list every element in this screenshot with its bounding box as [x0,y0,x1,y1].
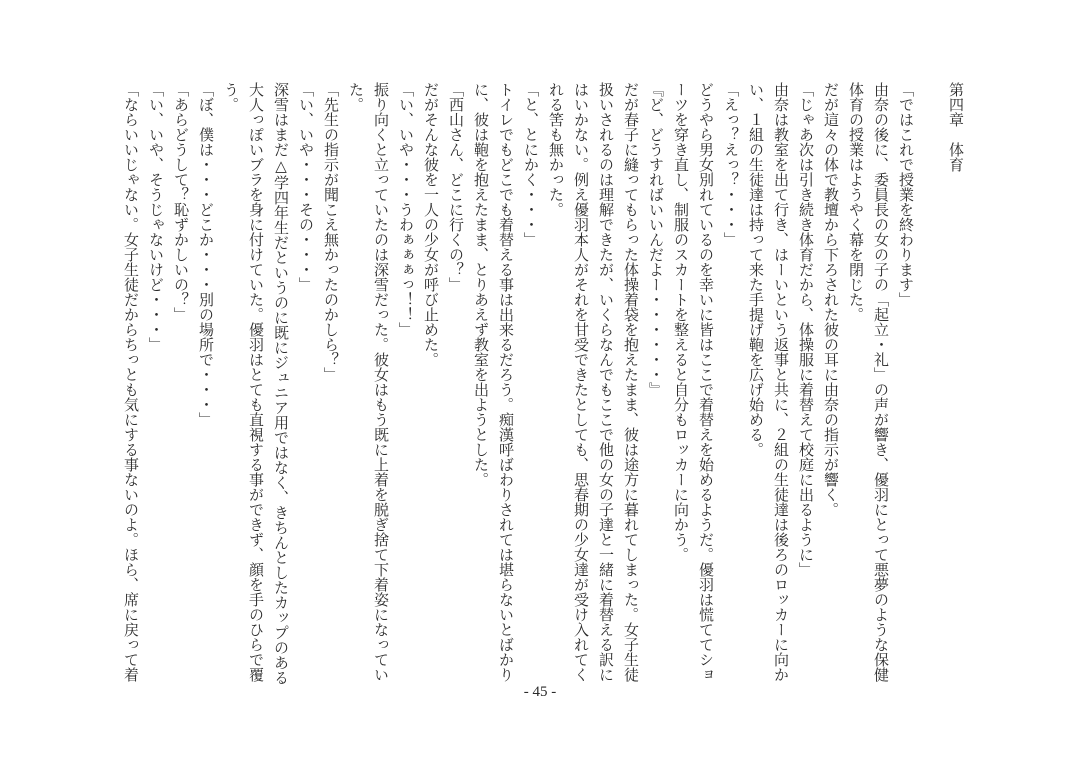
text-line: トイレでもどこでも着替える事は出来るだろう。痴漢呼ばわりされては堪らないとばかり [497,82,515,682]
text-line: 扱いされるのは理解できたが、いくらなんでもここで他の女の子達と一緒に着替える訳に [597,82,615,682]
text-line: どうやら男女別れているのを幸いに皆はここで着替えを始めるようだ。優羽は慌ててショ [697,82,715,682]
text-line: 体育の授業はようやく幕を閉じた。 [847,82,865,322]
text-line: 「い、いや・・・その・・・」 [297,82,315,292]
text-line: 「ならいいじゃない。女子生徒だからちっとも気にする事ないのよ。ほら、席に戻って着 [122,82,140,682]
text-line: 「えっ？えっ？・・・」 [722,82,740,247]
text-line: 深雪はまだ△学四年生だというのに既にジュニア用ではなく、きちんとしたカップのある [272,82,290,685]
blank-line [918,82,943,682]
text-line: 「先生の指示が聞こえ無かったのかしら？」 [322,82,340,382]
text-line: た。 [347,82,365,112]
text-line: 「い、いや、そうじゃないけど・・・」 [147,82,165,352]
text-line: だが這々の体で教壇から下ろされた彼の耳に由奈の指示が響く。 [822,82,840,517]
text-line: 「あらどうして？恥ずかしいの？」 [172,82,190,322]
text-line: 由奈は教室を出て行き、はーいという返事と共に、２組の生徒達は後ろのロッカーに向か [772,82,790,682]
text-line: だが春子に縫ってもらった体操着袋を抱えたまま、彼は途方に暮れてしまった。女子生徒 [622,82,640,682]
text-line: はいかない。例え優羽本人がそれを甘受できたとしても、思春期の少女達が受け入れてく [572,82,590,682]
text-line: 振り向くと立っていたのは深雪だった。彼女はもう既に上着を脱ぎ捨て下着姿になってい [372,82,390,682]
text-line: に、彼は鞄を抱えたまま、とりあえず教室を出ようとした。 [472,82,490,487]
text-line: う。 [222,82,240,112]
text-line: 「じゃあ次は引き続き体育だから、体操服に着替えて校庭に出るように」 [797,82,815,577]
text-line: れる筈も無かった。 [547,82,565,217]
text-line: 大人っぽいブラを身に付けていた。優羽はとても直視する事ができず、顔を手のひらで覆 [247,82,265,682]
text-line: 「ではこれで授業を終わります」 [897,82,915,307]
chapter-heading: 第四章 体育 [947,82,965,172]
text-line: 由奈の後に、委員長の女の子の「起立・礼」の声が響き、優羽にとって悪夢のような保健 [872,82,890,682]
text-line: い、１組の生徒達は持って来た手提げ鞄を広げ始める。 [747,82,765,457]
text-line: 「と、とにかく・・・」 [522,82,540,247]
page-number: - 45 - [523,684,557,700]
text-line: だがそんな彼を一人の少女が呼び止めた。 [422,82,440,367]
text-line: 『ど、どうすればいいんだよー・・・・・・』 [647,82,665,397]
text-line: 「西山さん、どこに行くの？」 [447,82,465,292]
text-line: ーツを穿き直し、制服のスカートを整えると自分もロッカーに向かう。 [672,82,690,562]
text-line: 「い、いや・・・うわぁぁぁっ！！」 [397,82,415,337]
body-text [118,82,968,685]
text-line: 「ぼ、僕は・・・どこか・・・別の場所で・・・」 [197,82,215,427]
